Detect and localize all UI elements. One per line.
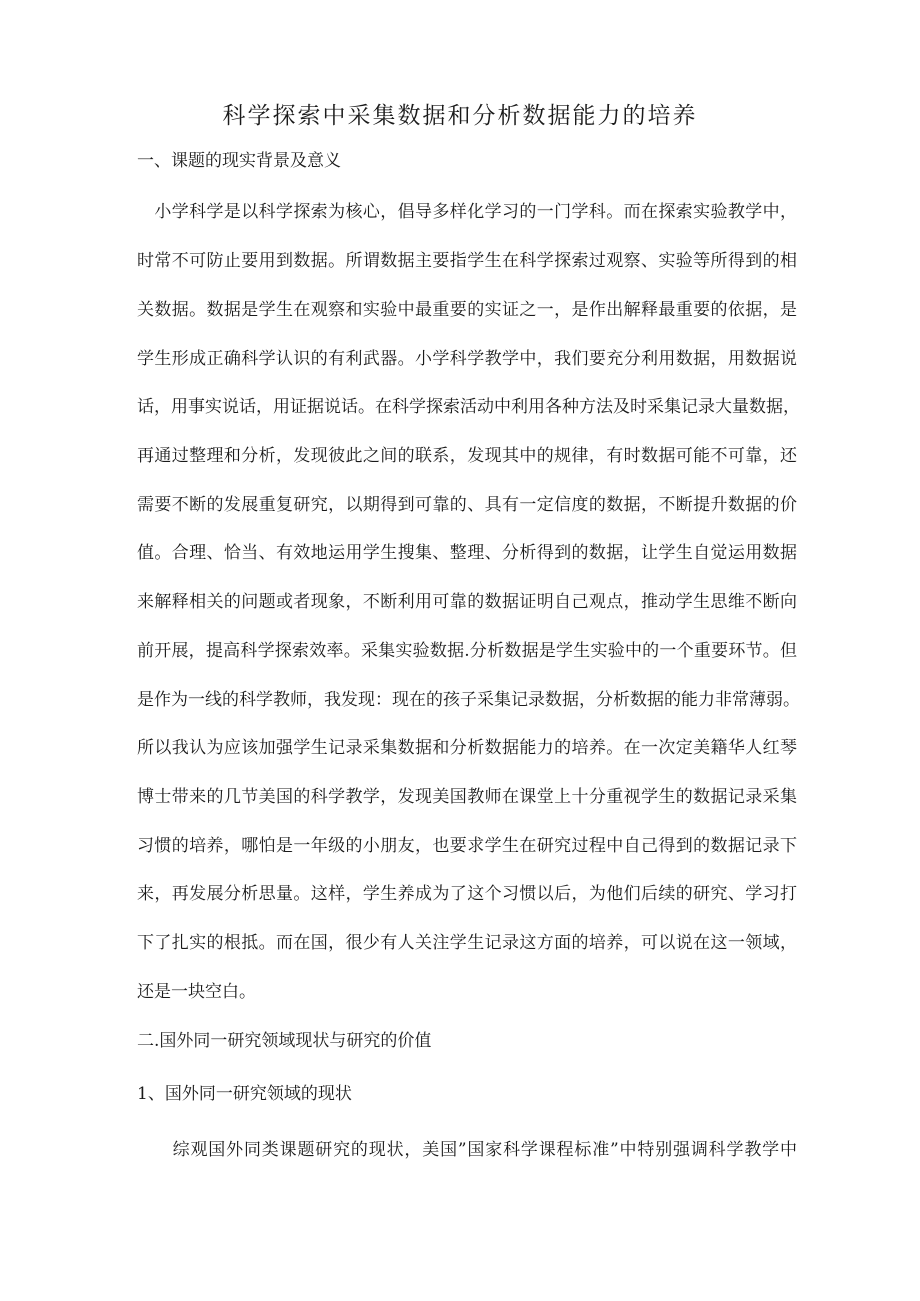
paragraph-line: 是作为一线的科学教师，我发现：现在的孩子采集记录数据，分析数据的能力非常薄弱。 (137, 690, 800, 710)
paragraph-line: 下了扎实的根抵。而在国，很少有人关注学生记录这方面的培养，可以说在这一领域， (137, 933, 797, 953)
document-title: 科学探索中采集数据和分析数据能力的培养 (222, 103, 698, 129)
paragraph-line: 学生形成正确科学认识的有利武器。小学科学教学中，我们要充分利用数据，用数据说 (137, 349, 797, 369)
paragraph-line: 时常不可防止要用到数据。所谓数据主要指学生在科学探索过观察、实验等所得到的相 (137, 251, 797, 271)
paragraph-line: 话，用事实说话，用证据说话。在科学探索活动中利用各种方法及时采集记录大量数据， (137, 397, 800, 417)
paragraph-line: 来解释相关的问题或者现象，不断利用可靠的数据证明自己观点，推动学生思维不断向 (137, 592, 797, 612)
paragraph-line: 关数据。数据是学生在观察和实验中最重要的实证之一，是作出解释最重要的依据，是 (137, 300, 797, 320)
paragraph-line: 习惯的培养，哪怕是一年级的小朋友，也要求学生在研究过程中自己得到的数据记录下 (137, 836, 797, 856)
paragraph-line: 博士带来的几节美国的科学教学，发现美国教师在课堂上十分重视学生的数据记录采集 (137, 787, 797, 807)
paragraph-line: 来，再发展分析思量。这样，学生养成为了这个习惯以后，为他们后续的研究、学习打 (137, 884, 797, 904)
section-2-heading: 二.国外同一研究领域现状与研究的价值 (137, 1031, 432, 1051)
paragraph-line: 需要不断的发展重复研究，以期得到可靠的、具有一定信度的数据，不断提升数据的价 (137, 495, 797, 515)
paragraph-line: 小学科学是以科学探索为核心，倡导多样化学习的一门学科。而在探索实验教学中， (137, 202, 797, 222)
paragraph-line: 前开展，提高科学探索效率。采集实验数据.分析数据是学生实验中的一个重要环节。但 (137, 641, 797, 661)
paragraph-line: 所以我认为应该加强学生记录采集数据和分析数据能力的培养。在一次定美籍华人红琴 (137, 738, 797, 758)
paragraph-line: 再通过整理和分析，发现彼此之间的联系，发现其中的规律，有时数据可能不可靠，还 (137, 446, 797, 466)
section-2-subheading: 1、国外同一研究领域的现状 (137, 1084, 352, 1104)
section-1-heading: 一、课题的现实背景及意义 (137, 151, 341, 171)
paragraph-line: 综观国外同类课题研究的现状，美国”国家科学课程标准”中特别强调科学教学中 (137, 1140, 797, 1160)
paragraph-line: 还是一块空白。 (137, 982, 256, 1002)
paragraph-line: 值。合理、恰当、有效地运用学生搜集、整理、分析得到的数据，让学生自觉运用数据 (137, 543, 797, 563)
